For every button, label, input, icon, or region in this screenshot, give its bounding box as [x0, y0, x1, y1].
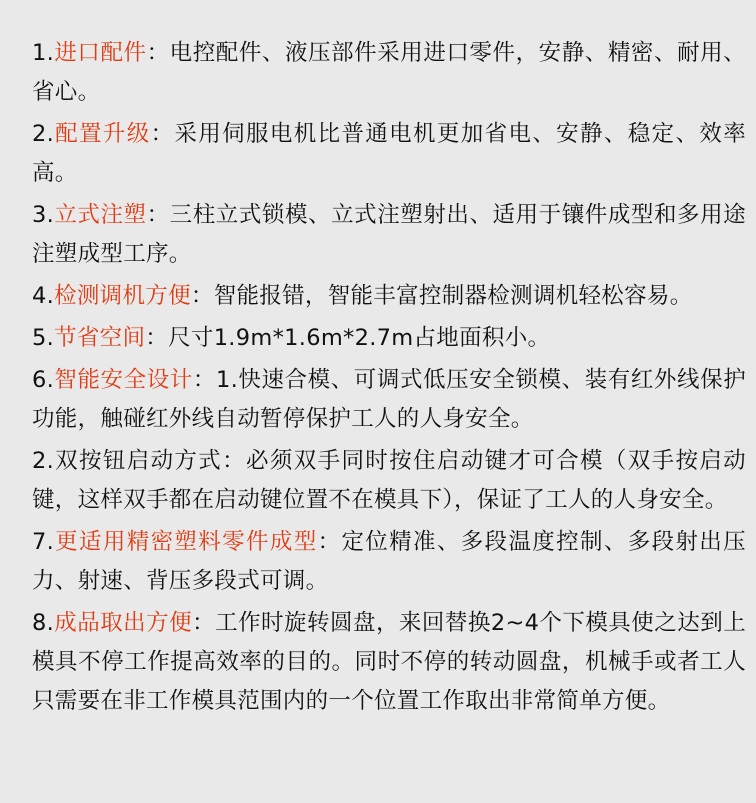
item-colon: ：: [192, 367, 216, 393]
item-colon: ：: [145, 325, 169, 351]
feature-item-2: [32, 115, 746, 193]
item-title: 更适用精密塑料零件成型: [54, 529, 318, 555]
item-description: 智能报错，智能丰富控制器检测调机轻松容易。: [213, 283, 693, 309]
item-number: 6.: [32, 367, 55, 393]
feature-item-7: [32, 523, 746, 601]
feature-item-6-sub-2: [32, 442, 746, 520]
item-number: 4.: [32, 283, 55, 309]
item-title: 成品取出方便: [54, 610, 193, 636]
item-description: 工作时旋转圆盘，来回替换2~4个下模具使之达到上模具不停工作提高效率的目的。同时不停的转动圆盘，机械手或者工人只需要在非工作模具范围内的一个位置工作取出非常简单方便。: [32, 610, 746, 714]
item-title: 检测调机方便: [54, 283, 191, 309]
item-title: 进口配件: [54, 40, 147, 66]
item-description: 1.快速合模、可调式低压安全锁模、装有红外线保护功能，触碰红外线自动暂停保护工人的人身安全。: [32, 367, 746, 432]
item-description: 采用伺服电机比普通电机更加省电、安静、稳定、效率高。: [32, 121, 746, 186]
item-number: 7.: [32, 529, 55, 555]
item-colon: ：: [190, 283, 214, 309]
item-number: 2.: [32, 121, 55, 147]
item-colon: ：: [146, 202, 170, 228]
item-description: 2.双按钮启动方式：必须双手同时按住启动键才可合模（双手按启动键，这样双手都在启动键位置不在模具下），保证了工人的人身安全。: [32, 448, 746, 513]
item-description: 定位精准、多段温度控制、多段射出压力、射速、背压多段式可调。: [32, 529, 746, 594]
item-title: 立式注塑: [54, 202, 147, 228]
feature-item-4: [32, 277, 746, 316]
item-colon: ：: [150, 121, 175, 147]
item-description: 尺寸1.9m*1.6m*2.7m占地面积小。: [168, 325, 551, 351]
item-colon: ：: [146, 40, 170, 66]
feature-item-5: [32, 319, 746, 358]
item-title: 节省空间: [54, 325, 146, 351]
feature-item-3: [32, 196, 746, 274]
item-colon: ：: [317, 529, 342, 555]
item-description: 三柱立式锁模、立式注塑射出、适用于镶件成型和多用途注塑成型工序。: [32, 202, 746, 267]
item-colon: ：: [192, 610, 216, 636]
item-title: 智能安全设计: [54, 367, 193, 393]
item-number: 3.: [32, 202, 55, 228]
item-number: 1.: [32, 40, 55, 66]
item-title: 配置升级: [54, 121, 151, 147]
item-number: 8.: [32, 610, 55, 636]
feature-item-1: [32, 34, 746, 112]
feature-item-6: [32, 361, 746, 439]
item-description: 电控配件、液压部件采用进口零件，安静、精密、耐用、省心。: [32, 40, 746, 105]
item-number: 5.: [32, 325, 55, 351]
feature-item-8: [32, 604, 746, 721]
